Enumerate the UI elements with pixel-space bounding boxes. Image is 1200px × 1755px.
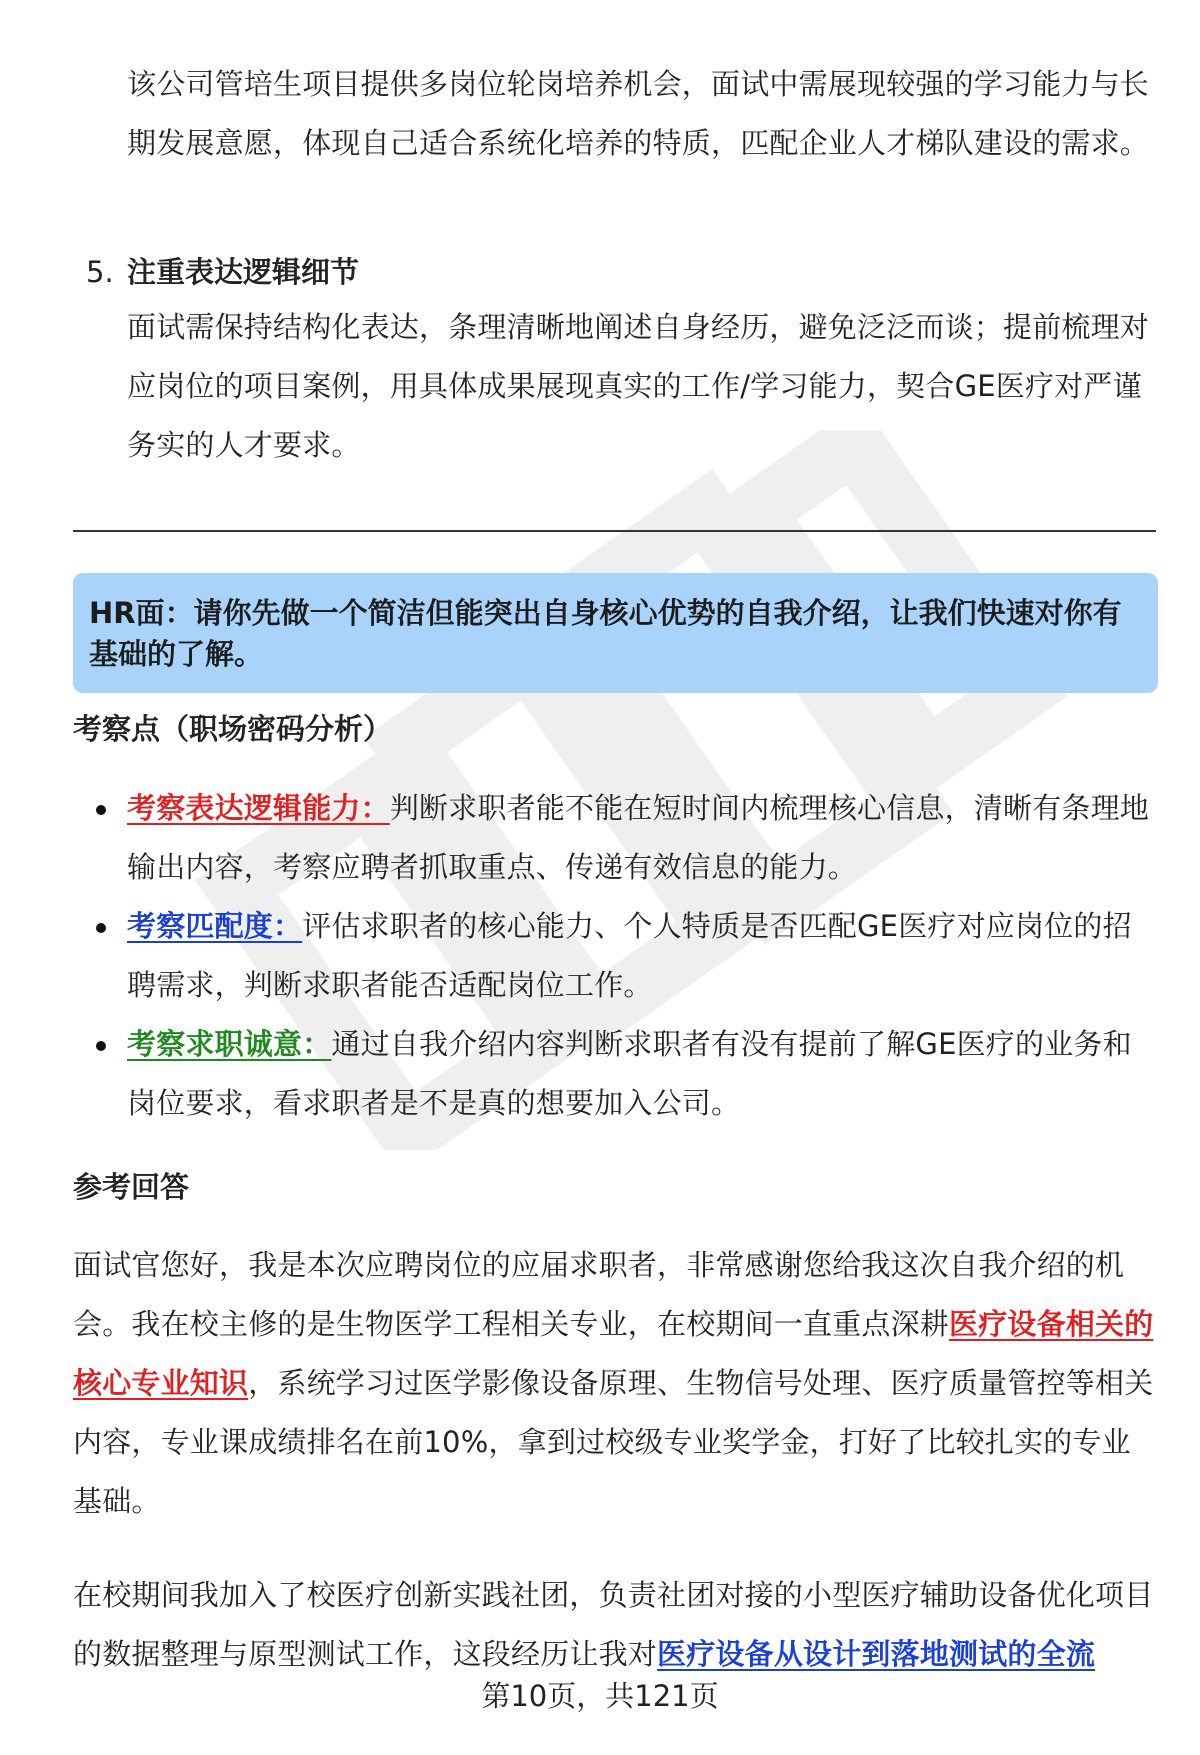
bullet-text: 评估求职者的核心能力、个人特质是否匹配GE医疗对应岗位的招聘需求，判断求职者能否适配岗位工作。 bbox=[127, 909, 1132, 1002]
bullet-dot-icon bbox=[96, 923, 106, 933]
answer-highlight: 医疗设备从设计到落地测试的全流 bbox=[657, 1637, 1096, 1671]
answer-highlight: 医疗设备相关的核心专业知识 bbox=[73, 1307, 1154, 1400]
answer-heading: 参考回答 bbox=[73, 1170, 190, 1204]
analysis-bullet-3 bbox=[96, 1015, 1158, 1133]
bullet-text: 判断求职者能不能在短时间内梳理核心信息，清晰有条理地输出内容，考察应聘者抓取重点、传递有效信息的能力。 bbox=[127, 791, 1150, 884]
bullet-keyword: 考察匹配度： bbox=[127, 909, 303, 943]
list-item-5-title bbox=[86, 246, 359, 298]
list-item-title-text: 注重表达逻辑细节 bbox=[127, 255, 360, 289]
answer-paragraph-2 bbox=[73, 1566, 1158, 1684]
answer-text: 在校期间我加入了校医疗创新实践社团，负责社团对接的小型医疗辅助设备优化项目的数据整理与原型测试工作，这段经历让我对 bbox=[73, 1578, 1154, 1671]
answer-text: ，系统学习过医学影像设备原理、生物信号处理、医疗质量管控等相关内容，专业课成绩排名在前10%，拿到过校级专业奖学金，打好了比较扎实的专业基础。 bbox=[73, 1366, 1154, 1518]
bullet-keyword: 考察表达逻辑能力： bbox=[127, 791, 390, 825]
answer-paragraph-1 bbox=[73, 1236, 1158, 1531]
answer-text: 面试官您好，我是本次应聘岗位的应届求职者，非常感谢您给我这次自我介绍的机会。我在校主修的是生物医学工程相关专业，在校期间一直重点深耕 bbox=[73, 1248, 1125, 1341]
analysis-bullet-1 bbox=[96, 779, 1158, 897]
analysis-heading: 考察点（职场密码分析） bbox=[73, 712, 393, 746]
bullet-dot-icon bbox=[96, 805, 106, 815]
analysis-bullet-2 bbox=[96, 897, 1158, 1015]
section-divider bbox=[73, 530, 1156, 532]
page-number: 第10页，共121页 bbox=[481, 1679, 719, 1713]
question-box bbox=[73, 573, 1158, 693]
bullet-keyword: 考察求职诚意： bbox=[127, 1027, 332, 1061]
bullet-dot-icon bbox=[96, 1041, 106, 1051]
question-text: HR面：请你先做一个简洁但能突出自身核心优势的自我介绍，让我们快速对你有基础的了解。 bbox=[89, 596, 1122, 671]
list-number: 5. bbox=[86, 255, 114, 289]
list-item-5-body: 面试需保持结构化表达，条理清晰地阐述自身经历，避免泛泛而谈；提前梳理对应岗位的项目案例，用具体成果展现真实的工作/学习能力，契合GE医疗对严谨务实的人才要求。 bbox=[127, 310, 1150, 462]
bullet-text: 通过自我介绍内容判断求职者有没有提前了解GE医疗的业务和岗位要求，看求职者是不是真的想要加入公司。 bbox=[127, 1027, 1132, 1120]
intro-paragraph: 该公司管培生项目提供多岗位轮岗培养机会，面试中需展现较强的学习能力与长期发展意愿，体现自己适合系统化培养的特质，匹配企业人才梯队建设的需求。 bbox=[127, 67, 1150, 160]
